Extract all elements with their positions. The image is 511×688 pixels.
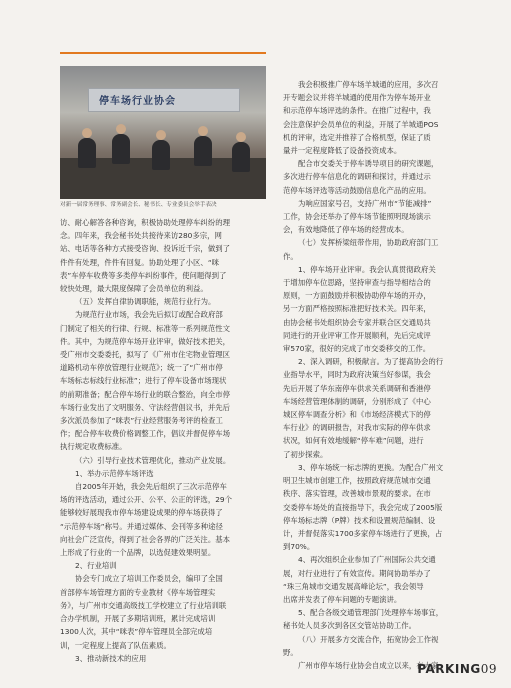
text-line: 道路机动车停放管理行业规范》；统一了“广州市停 bbox=[60, 363, 223, 373]
text-line: 念。四年来，我会秘书处共接待来访280多宗，网 bbox=[60, 231, 222, 241]
text-line: 2、行业培训 bbox=[75, 561, 117, 571]
text-line: 为响应国家号召，支持广州市“节能减排” bbox=[298, 198, 432, 208]
text-line: 开专题会议并将羊城通的使用作为停车场开业 bbox=[283, 93, 431, 103]
text-line: 多次进行停车信息化的调研和探讨，并通过示 bbox=[283, 172, 431, 182]
accent-bar bbox=[60, 52, 266, 54]
text-line: 和示范停车场评选的条件。在推广过程中，我 bbox=[283, 106, 431, 116]
text-line: 广州市停车场行业协会自成立以来，在大家 bbox=[298, 660, 439, 670]
text-line: 状况，如何有效地缓解“停车难”问题，进行 bbox=[283, 436, 424, 446]
text-line: 首部停车场管理方面的专业教材《停车场管理实 bbox=[60, 587, 216, 597]
text-line: “珠三角城市交通发展高峰论坛”，我会领导 bbox=[283, 581, 424, 591]
text-line: 为规范行业市场，我会先后拟订或配合政府部 bbox=[75, 310, 223, 320]
text-line: 场的评选活动，通过公开、公平、公正的评选，29个 bbox=[60, 495, 233, 505]
text-line: 交委停车场处的直接指导下，我会完成了2005版 bbox=[283, 502, 443, 512]
text-line: 3、推动新技术的应用 bbox=[75, 653, 147, 663]
text-line: 计，并督促落实1700多家停车场进行了更换，占 bbox=[283, 528, 443, 538]
text-line: 由协会秘书处组织协会专家并联合区交通局共 bbox=[283, 317, 431, 327]
text-line: 车行业》的调研报告，对我市实际的停车供求 bbox=[283, 423, 431, 433]
stage-banner bbox=[88, 88, 240, 112]
text-line: 到70%。 bbox=[283, 542, 315, 552]
footer-brand bbox=[417, 662, 497, 676]
text-line: （六）引导行业技术管理优化，推动产业发展。 bbox=[75, 455, 231, 465]
text-line: 作；配合停车收费价格调整工作，倡议并督促停车场 bbox=[60, 429, 230, 439]
text-line: 秩序、落实管理，改善城市景观的要求。在市 bbox=[283, 489, 431, 499]
text-line: （七）发挥桥梁纽带作用，协助政府部门工 bbox=[298, 238, 439, 248]
text-line: 野。 bbox=[283, 647, 298, 657]
text-line: 上形成了行业的一个品牌，以选促建效果明显。 bbox=[60, 548, 216, 558]
text-line: 范停车场评选等活动鼓励信息化产品的应用。 bbox=[283, 185, 431, 195]
text-line: 2、深入调研，积极献言。为了提高协会的行 bbox=[298, 357, 444, 367]
text-line: 展，对行业进行了有效宣传。期间协助举办了 bbox=[283, 568, 431, 578]
text-line: 训，一定程度上提高了队伍素质。 bbox=[60, 640, 171, 650]
text-line: 会注意保护会员单位的利益，开展了羊城通POS bbox=[283, 119, 439, 129]
text-line: 秘书处人员多次到各区交管站协助工作。 bbox=[283, 621, 417, 631]
text-line: 件件有处理，件件有回复。协助处理了小区、“咪 bbox=[60, 257, 220, 267]
text-line: “示范停车场”称号。并通过媒体、会刊等多种途径 bbox=[60, 521, 223, 531]
attendee-figure bbox=[112, 134, 130, 164]
attendee-figure bbox=[78, 138, 96, 168]
text-line: 的前期准备；配合停车场行业的联合整治，向全市停 bbox=[60, 389, 230, 399]
text-line: 1、停车场开业评审。我会认真贯彻政府关 bbox=[298, 264, 436, 274]
text-line: 城区停车调查分析》和《市场经济模式下的停 bbox=[283, 410, 431, 420]
attendee-head bbox=[82, 128, 92, 138]
text-line: 自2005年开始，我会先后组织了三次示范停车 bbox=[75, 482, 227, 492]
text-line: 会，有效地降低了停车场的经营成本。 bbox=[283, 225, 409, 235]
text-line: 4、再次组织企业参加了广州国际公共交通 bbox=[298, 555, 436, 565]
text-line: 向社会广泛宣传，得到了社会各界的广泛关注。基本 bbox=[60, 534, 230, 544]
text-line: 5、配合各级交通管理部门处理停车场事宜， bbox=[298, 608, 444, 618]
text-line: 停车场标志牌（P牌）技术和设置规范编制、设 bbox=[283, 515, 436, 525]
text-line: 配合市交委关于停车诱导项目的研究课题， bbox=[298, 159, 439, 169]
text-line: 车场行业发出了文明服务、守法经营倡议书，并先后 bbox=[60, 402, 230, 412]
text-line: 我会积极推广停车场羊城通的应用，多次召 bbox=[298, 80, 439, 89]
attendee-head bbox=[156, 130, 166, 140]
attendee-head bbox=[236, 132, 246, 142]
attendee-figure bbox=[232, 142, 250, 172]
text-line: 审570家，很好的完成了市交委移交的工作。 bbox=[283, 344, 431, 354]
text-line: 先后开展了华东南停车供求关系调研和香港停 bbox=[283, 383, 431, 393]
left-text-column bbox=[60, 216, 266, 665]
text-line: 多次派员参加了“咪表”行业经营服务考评的检查工 bbox=[60, 416, 223, 426]
text-line: 另一方面严格按照标准把好技术关。四年来， bbox=[283, 304, 431, 314]
text-line: 能够较好展现我市停车场建设成果的停车场获得了 bbox=[60, 508, 223, 518]
text-line: 3、停车场统一标志牌的更换。为配合广州文 bbox=[298, 462, 444, 472]
text-line: 车场标志标线行业标准”；进行了停车设备市场现状 bbox=[60, 376, 227, 386]
text-line: 机的评审，选定并推荐了合格机型，保证了质 bbox=[283, 132, 431, 142]
text-line: （五）发挥自律协调职能，规范行业行为。 bbox=[75, 297, 216, 307]
text-line: 车场经营管理体制的调研，分别形成了《中心 bbox=[283, 396, 431, 406]
text-line: 受广州市交委委托，拟写了《广州市住宅物业管理区 bbox=[60, 350, 230, 360]
text-line: （八）开展多方交流合作，拓宽协会工作视 bbox=[298, 634, 439, 644]
attendee-head bbox=[198, 126, 208, 136]
text-line: 了初步探索。 bbox=[283, 449, 328, 459]
text-line: 量并一定程度降低了设备投资成本。 bbox=[283, 146, 402, 156]
text-line: 业指导水平，同时为政府决策当好参谋，我会 bbox=[283, 370, 431, 380]
text-line: 执行规定收费标准。 bbox=[60, 442, 127, 452]
text-line: 较快处理，最大限度保障了会员单位的利益。 bbox=[60, 284, 208, 294]
photo-caption: 对新一届常务理事、常务副会长、秘书长、专业委员会举手表决 bbox=[60, 202, 217, 208]
text-line: 工作，协会还举办了停车场节能照明现场演示 bbox=[283, 212, 431, 222]
text-line: 明卫生城市创建工作，按照政府规范城市交通 bbox=[283, 476, 431, 486]
right-text-column bbox=[283, 78, 478, 672]
text-line: 原则，一方面鼓励并积极协助停车场的开办， bbox=[283, 291, 431, 301]
text-line: 务》，与广州市交通高级技工学校建立了行业培训联 bbox=[60, 600, 227, 610]
text-line: 访、耐心解答各种咨询，积极协助处理停车纠纷的理 bbox=[60, 218, 230, 227]
text-line: 同进行的开业评审工作开展顺利，先后完成评 bbox=[283, 330, 431, 340]
text-line: 作。 bbox=[283, 251, 298, 261]
text-line: 表”车停车收费等多类停车纠纷事件，使问题得到了 bbox=[60, 270, 227, 280]
text-line: 1、举办示范停车场评选 bbox=[75, 468, 154, 478]
text-line: 门制定了相关的行律、行规、标准等一系列规范性文 bbox=[60, 323, 230, 333]
text-line: 出席并发表了停车问题的专题演讲。 bbox=[283, 594, 402, 604]
attendee-figure bbox=[194, 136, 212, 166]
attendee-figure bbox=[152, 140, 170, 170]
banner-text: 停车场行业协会 bbox=[99, 96, 176, 107]
text-line: 件。其中，为规范停车场开业评审，做好技术把关， bbox=[60, 336, 230, 346]
brand-name: PARKING bbox=[417, 662, 481, 676]
page-number: 09 bbox=[480, 662, 497, 676]
text-line: 协会专门成立了培训工作委员会，编印了全国 bbox=[75, 574, 223, 584]
text-line: 1300人次，其中“咪表”停车管理员全部完成培 bbox=[60, 627, 213, 637]
text-line: 于增加停车位思路，坚持审查与指导相结合的 bbox=[283, 278, 431, 288]
text-line: 站、电话等各种方式接受咨询、投诉近千宗，做到了 bbox=[60, 244, 230, 254]
text-line: 合办学机制，开展了多期培训班，累计完成培训 bbox=[60, 614, 216, 624]
attendee-head bbox=[116, 124, 126, 134]
meeting-photo bbox=[60, 66, 266, 199]
